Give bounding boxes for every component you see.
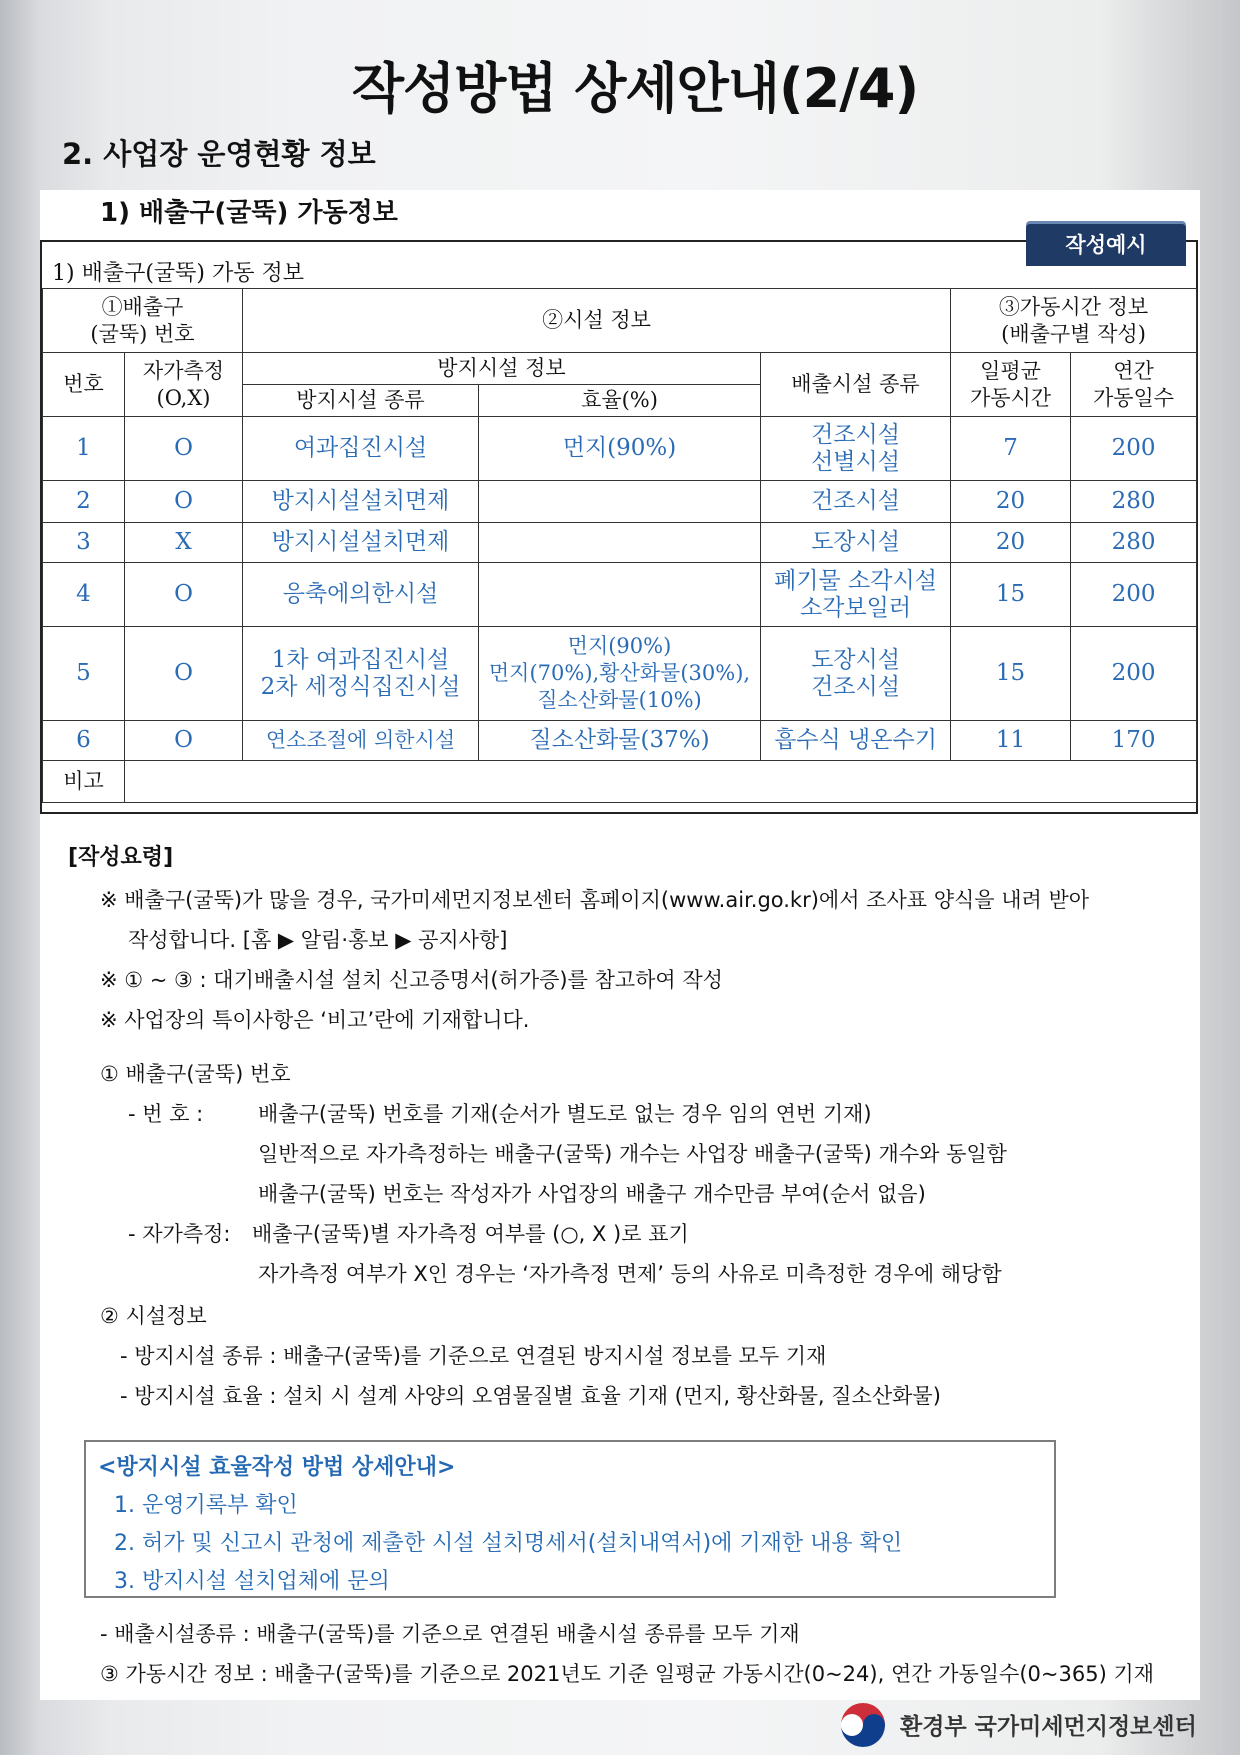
table-row (43, 721, 1197, 761)
cell-days: 200 (1071, 627, 1197, 721)
cell-self: O (125, 417, 243, 481)
section-title: 2. 사업장 운영현황 정보 (62, 137, 376, 171)
cell-efficiency (479, 563, 761, 627)
cell-emission: 폐기물 소각시설 소각보일러 (761, 563, 951, 627)
cell-no: 5 (43, 627, 125, 721)
guide-item-1: ① 배출구(굴뚝) 번호 (100, 1062, 291, 1086)
efficiency-tip-box (84, 1440, 1056, 1598)
guide-self-2: 자가측정 여부가 X인 경우는 ‘자가측정 면제’ 등의 사유로 미측정한 경우에 해당함 (258, 1262, 1002, 1286)
footer-org-name: 환경부 국가미세먼지정보센터 (900, 1714, 1197, 1740)
guide-no-3: 배출구(굴뚝) 번호는 작성자가 사업장의 배출구 개수만큼 부여(순서 없음) (258, 1182, 926, 1206)
guide-item-2: ② 시설정보 (100, 1304, 207, 1328)
cell-prevention: 응축에의한시설 (243, 563, 479, 627)
cell-efficiency: 먼지(90%) 먼지(70%),황산화물(30%), 질소산화물(10%) (479, 627, 761, 721)
cell-prevention: 여과집진시설 (243, 417, 479, 481)
cell-emission: 건조시설 (761, 481, 951, 523)
cell-emission: 도장시설 (761, 523, 951, 563)
guide-self-label: - 자가측정: (128, 1222, 231, 1246)
cell-days: 170 (1071, 721, 1197, 761)
cell-prevention: 1차 여과집진시설 2차 세정식집진시설 (243, 627, 479, 721)
cell-prevention: 방지시설설치면제 (243, 523, 479, 563)
cell-prevention: 방지시설설치면제 (243, 481, 479, 523)
table-row (43, 563, 1197, 627)
cell-self: O (125, 481, 243, 523)
guide-title: [작성요령] (68, 845, 174, 870)
table-row (43, 627, 1197, 721)
taegeuk-logo-icon (838, 1700, 888, 1750)
header-no: 번호 (43, 353, 125, 417)
remarks-row (43, 761, 1197, 803)
page-title: 작성방법 상세안내(2/4) (351, 57, 919, 120)
guide-no-2: 일반적으로 자가측정하는 배출구(굴뚝) 개수는 사업장 배출구(굴뚝) 개수와 동일함 (258, 1142, 1007, 1166)
tip-item: 2. 허가 및 신고시 관청에 제출한 시설 설치명세서(설치내역서)에 기재한 내용 확인 (114, 1531, 903, 1556)
cell-emission: 흡수식 냉온수기 (761, 721, 951, 761)
cell-no: 1 (43, 417, 125, 481)
table-caption: 1) 배출구(굴뚝) 가동 정보 (52, 261, 304, 286)
cell-hours: 15 (951, 563, 1071, 627)
header-efficiency: 효율(%) (479, 385, 761, 417)
example-badge: 작성예시 (1026, 224, 1186, 266)
cell-efficiency: 질소산화물(37%) (479, 721, 761, 761)
table-row (43, 417, 1197, 481)
cell-emission: 건조시설 선별시설 (761, 417, 951, 481)
cell-self: O (125, 721, 243, 761)
tip-title: <방지시설 효율작성 방법 상세안내> (98, 1455, 456, 1480)
cell-efficiency (479, 523, 761, 563)
header-self-measure: 자가측정 (O,X) (125, 353, 243, 417)
cell-hours: 7 (951, 417, 1071, 481)
header-emission-type: 배출시설 종류 (761, 353, 951, 417)
cell-hours: 15 (951, 627, 1071, 721)
tip-item: 3. 방지시설 설치업체에 문의 (114, 1569, 390, 1594)
cell-days: 280 (1071, 481, 1197, 523)
remarks-value (125, 761, 1197, 803)
header-prevention-type: 방지시설 종류 (243, 385, 479, 417)
cell-days: 280 (1071, 523, 1197, 563)
guide-item-2c: - 배출시설종류 : 배출구(굴뚝)를 기준으로 연결된 배출시설 종류를 모두 기재 (100, 1622, 800, 1646)
cell-emission: 도장시설 건조시설 (761, 627, 951, 721)
cell-no: 4 (43, 563, 125, 627)
cell-self: O (125, 563, 243, 627)
guide-item-2b: - 방지시설 효율 : 설치 시 설계 사양의 오염물질별 효율 기재 (먼지, 황산화물, 질소산화물) (120, 1384, 941, 1408)
header-facility-info: ②시설 정보 (243, 289, 951, 353)
guide-no-1: 배출구(굴뚝) 번호를 기재(순서가 별도로 없는 경우 임의 연번 기재) (258, 1102, 872, 1126)
cell-no: 6 (43, 721, 125, 761)
guide-item-3: ③ 가동시간 정보 : 배출구(굴뚝)를 기준으로 2021년도 기준 일평균 가동시간(0~24), 연간 가동일수(0~365) 기재 (100, 1662, 1155, 1686)
stack-info-table (42, 288, 1197, 803)
cell-self: X (125, 523, 243, 563)
header-annual-days: 연간 가동일수 (1071, 353, 1197, 417)
header-stack-number: ①배출구 (굴뚝) 번호 (43, 289, 243, 353)
header-prevention-info: 방지시설 정보 (243, 353, 761, 385)
tip-item: 1. 운영기록부 확인 (114, 1493, 298, 1518)
sub-title: 1) 배출구(굴뚝) 가동정보 (100, 198, 398, 228)
guide-item-2a: - 방지시설 종류 : 배출구(굴뚝)를 기준으로 연결된 방지시설 정보를 모두 기재 (120, 1344, 827, 1368)
guide-no-label: - 번 호 : (128, 1102, 204, 1126)
cell-hours: 20 (951, 523, 1071, 563)
guide-note-1b: 작성합니다. [홈 ▶ 알림·홍보 ▶ 공지사항] (128, 928, 508, 952)
guide-note-3: ※ 사업장의 특이사항은 ‘비고’란에 기재합니다. (100, 1008, 530, 1032)
header-daily-hours: 일평균 가동시간 (951, 353, 1071, 417)
cell-efficiency (479, 481, 761, 523)
cell-hours: 20 (951, 481, 1071, 523)
table-row (43, 523, 1197, 563)
cell-days: 200 (1071, 417, 1197, 481)
guide-note-2: ※ ① ~ ③ : 대기배출시설 설치 신고증명서(허가증)를 참고하여 작성 (100, 968, 723, 992)
cell-prevention: 연소조절에 의한시설 (243, 721, 479, 761)
header-operation-time: ③가동시간 정보 (배출구별 작성) (951, 289, 1197, 353)
remarks-label: 비고 (43, 761, 125, 803)
cell-efficiency: 먼지(90%) (479, 417, 761, 481)
guide-self-1: 배출구(굴뚝)별 자가측정 여부를 (○, X )로 표기 (252, 1222, 689, 1246)
cell-self: O (125, 627, 243, 721)
cell-days: 200 (1071, 563, 1197, 627)
cell-no: 3 (43, 523, 125, 563)
table-row (43, 481, 1197, 523)
cell-hours: 11 (951, 721, 1071, 761)
guide-note-1a: ※ 배출구(굴뚝)가 많을 경우, 국가미세먼지정보센터 홈페이지(www.air.go.kr)에서 조사표 양식을 내려 받아 (100, 888, 1090, 912)
cell-no: 2 (43, 481, 125, 523)
